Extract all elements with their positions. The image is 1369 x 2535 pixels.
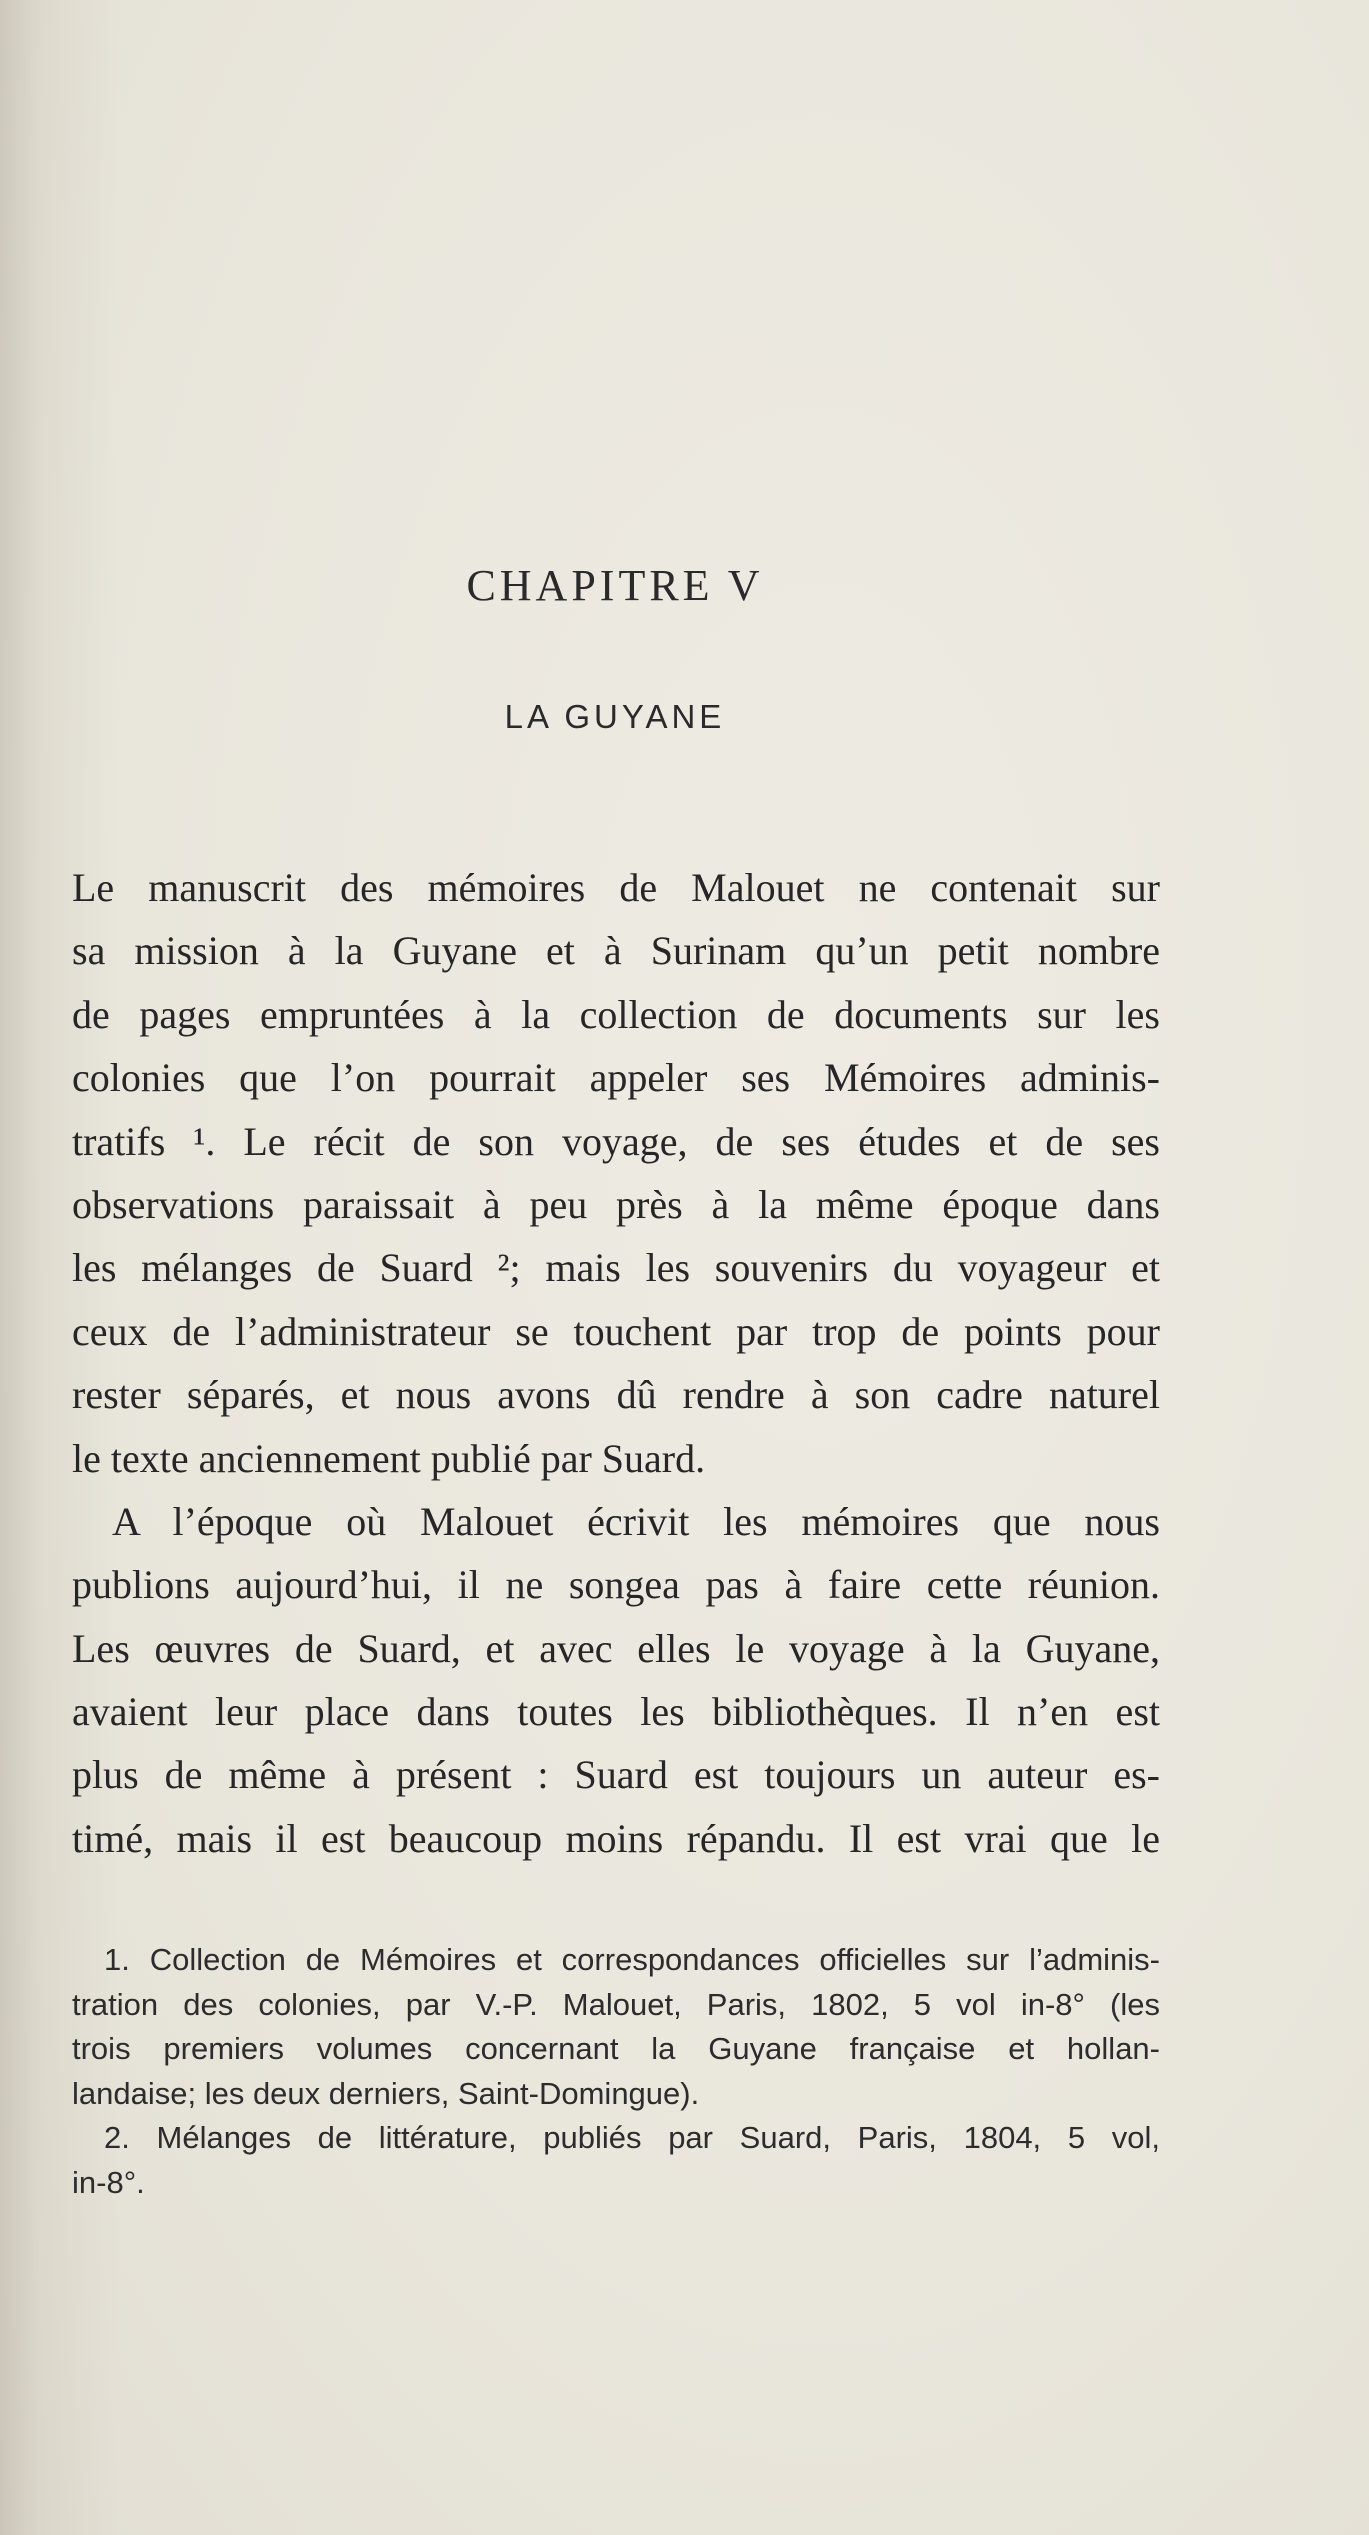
body-line: plus de même à présent : Suard est toujours un auteur es- (72, 1752, 1160, 1798)
chapter-title: CHAPITRE V (466, 561, 764, 610)
body-line: les mélanges de Suard ²; mais les souvenirs du voyageur et (72, 1245, 1160, 1291)
body-line: avaient leur place dans toutes les bibliothèques. Il n’en est (72, 1689, 1160, 1735)
body-line: le texte anciennement publié par Suard. (72, 1435, 706, 1481)
footnote-line: tration des colonies, par V.-P. Malouet, Paris, 1802, 5 vol in-8° (les (72, 1986, 1160, 2022)
body-line: publions aujourd’hui, il ne songea pas à faire cette réunion. (72, 1562, 1160, 1608)
footnote-line: 2. Mélanges de littérature, publiés par Suard, Paris, 1804, 5 vol, (104, 2120, 1160, 2155)
body-line: de pages empruntées à la collection de documents sur les (72, 991, 1160, 1037)
body-line: Les œuvres de Suard, et avec elles le voyage à la Guyane, (72, 1625, 1160, 1671)
footnote-line: trois premiers volumes concernant la Guyane française et hollan- (72, 2031, 1160, 2066)
body-line: rester séparés, et nous avons dû rendre à son cadre naturel (72, 1372, 1160, 1418)
body-line: Le manuscrit des mémoires de Malouet ne contenait sur (72, 865, 1160, 910)
body-line: observations paraissait à peu près à la même époque dans (72, 1181, 1160, 1227)
body-line: colonies que l’on pourrait appeler ses Mémoires adminis- (72, 1055, 1160, 1101)
footnotes (72, 1938, 1160, 2205)
body-line: tratifs ¹. Le récit de son voyage, de ses études et de ses (72, 1118, 1160, 1164)
body-line: A l’époque où Malouet écrivit les mémoires que nous (112, 1498, 1160, 1544)
footnote-line: in-8°. (72, 2164, 145, 2200)
chapter-subtitle: LA GUYANE (504, 698, 726, 735)
body-text (72, 856, 1160, 1870)
footnote-line: landaise; les deux derniers, Saint-Domingue). (72, 2075, 700, 2111)
body-line: timé, mais il est beaucoup moins répandu. Il est vrai que le (72, 1815, 1160, 1861)
body-line: sa mission à la Guyane et à Surinam qu’un petit nombre (72, 928, 1160, 974)
body-line: ceux de l’administrateur se touchent par trop de points pour (72, 1308, 1160, 1354)
footnote-line: 1. Collection de Mémoires et correspondances officielles sur l’adminis- (104, 1942, 1160, 1977)
